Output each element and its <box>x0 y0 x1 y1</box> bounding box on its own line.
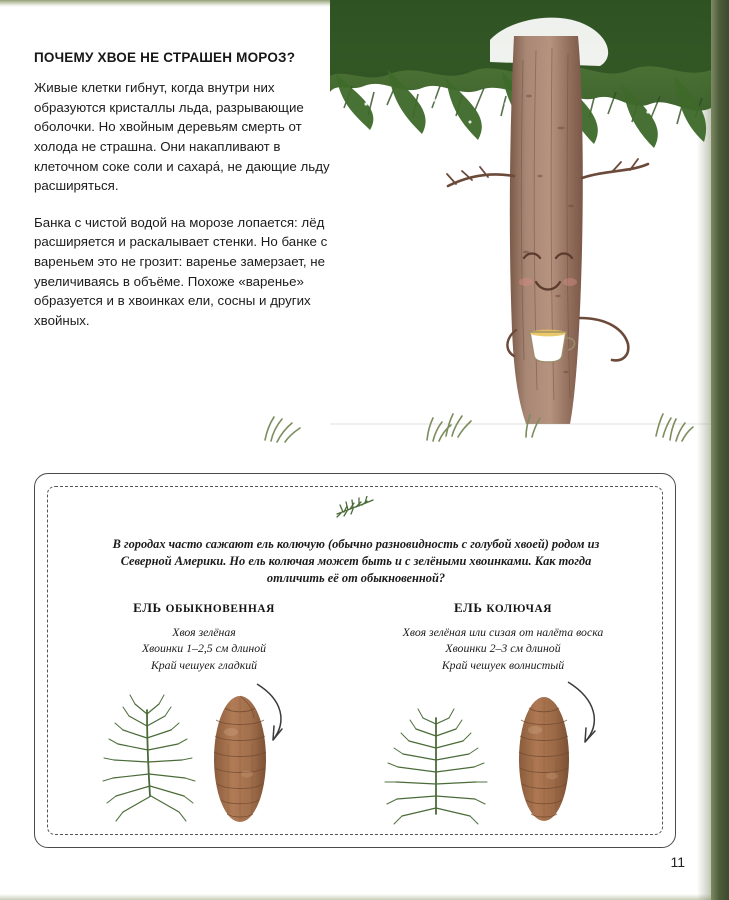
comparison-box <box>34 473 676 848</box>
grass-tuft-icon <box>660 412 700 446</box>
page-bottom-edge <box>0 894 711 900</box>
column-title-common <box>73 600 335 616</box>
column-title-word2: ОБЫКНОВЕННАЯ <box>165 603 275 615</box>
spruce-tree-character-icon <box>330 0 711 470</box>
page-number: 11 <box>670 854 685 870</box>
fact-scale-edge: Край чешуек гладкий <box>150 657 258 672</box>
fact-needle-color: Хвоя зелёная <box>172 625 236 639</box>
column-title-word2: КОЛЮЧАЯ <box>486 603 553 615</box>
facts-blue <box>353 624 653 673</box>
grass-tuft-icon <box>255 408 335 448</box>
book-binding-edge <box>711 0 729 900</box>
page-title: ПОЧЕМУ ХВОЕ НЕ СТРАШЕН МОРОЗ? <box>34 50 296 65</box>
facts-common <box>73 624 335 673</box>
comparison-intro-text: В городах часто сажают ель колючую (обычно разновидность с голубой хвоей) родом из Северной Америки. Но ель колючая может быть и с зелёными хвоинками. Как тогда отличить её от обыкновенной? <box>112 537 600 585</box>
column-spruce-blue <box>353 600 653 673</box>
fact-needle-length: Хвоинки 2–3 см длиной <box>445 641 561 656</box>
fact-needle-color: Хвоя зелёная или сизая от налёта воска <box>402 625 604 639</box>
fact-needle-length: Хвоинки 1–2,5 см длиной <box>141 641 267 656</box>
column-title-blue <box>353 600 653 616</box>
fir-sprig-icon <box>333 496 377 518</box>
tree-illustration <box>330 0 711 470</box>
column-title-word1: ЕЛЬ <box>133 600 162 615</box>
article <box>34 50 334 347</box>
column-spruce-common <box>73 600 335 673</box>
article-paragraph-2: Банка с чистой водой на морозе лопается: лёд расширяется и раскалывает стенки. Но банке с вареньем это не грозит: варенье замерзает, не увеличиваясь в объёме. Похоже «варенье» образуется и в хвоинках ели, сосны и других хвойных. <box>34 214 328 328</box>
column-title-word1: ЕЛЬ <box>453 600 483 615</box>
article-paragraph-1: Живые клетки гибнут, когда внутри них образуются кристаллы льда, разрывающие оболочки. Но хвойным деревьям смерть от холода не страшна. Они накапливают в клеточном соке соли и сахара́, не дающие льду расширяться. <box>34 80 330 194</box>
grass-tuft-icon <box>415 410 465 446</box>
fact-scale-edge: Край чешуек волнистый <box>441 657 565 672</box>
